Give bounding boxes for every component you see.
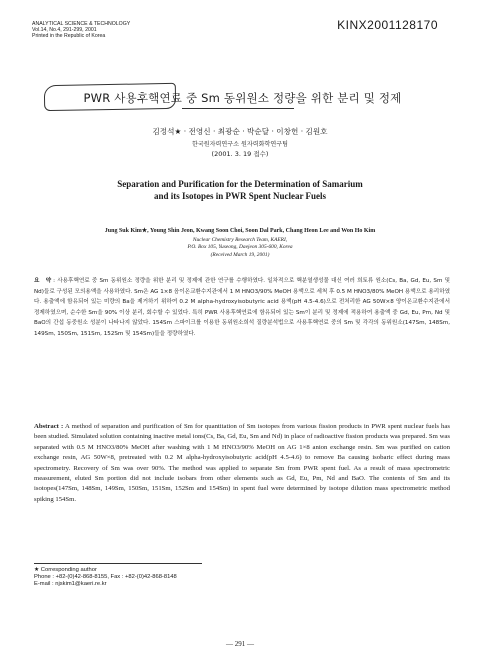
abstract-english: [34, 422, 450, 505]
journal-printed: Printed in the Republic of Korea: [32, 33, 106, 39]
corresponding-author-label: ★ Corresponding author: [34, 567, 97, 573]
correspondence-block: [34, 567, 177, 589]
abstract-english-label: Abstract :: [34, 423, 64, 430]
correspondence-email: E-mail : njskim1@kaeri.re.kr: [34, 581, 107, 588]
title-english: [0, 178, 480, 202]
journal-volume: Vol.14, No.4, 291-299, 2001: [32, 27, 97, 33]
abstract-korean-text: : 사용후핵연료 중 Sm 동위원소 정량을 위한 분리 및 정제에 관한 연구를 수행하였다. 일차적으로 핵분열생성물 대신 여러 희토류 원소(Cs, Ba, Gd, Eu, Sm 및 Nd)들로 구성된 모의용액을 사용하였다. Sm은 AG 1×8 음이온교환수지관에서 1 M HNO3/90% MeOH 용액으로 세척 후 0.5 M HNO3/80% MeOH 용액으로 용리하였다. 용출액에 함유되어 있는 미량의 Ba을 제거하기 위하여 0.2 M alpha-hydroxyisobutyric acid 용액(pH 4.5-4.6)으로 전처리한 AG 50W×8 양이온교환수지관에서 정제하였으며, 순수한 Sm을 90% 이상 분리, 회수할 수 있었다. 특히 PWR 사용후핵연료에 함유되어 있는 Sm이 분리 및 정제에 적용하여 용출액 중 Gd, Eu, Pm, Nd 및 BaO의 간섭 동중원소 성분이 나타나지 않았다. 154Sm 스파이크를 이용한 동위원소희석 질량분석법으로 사용후핵연료 중의 Sm 및 각각의 동위원소(147Sm, 148Sm, 149Sm, 150Sm, 151Sm, 152Sm 및 154Sm)들을 정량하였다.: [34, 278, 450, 337]
received-date-korean: (2001. 3. 19 접수): [211, 150, 269, 158]
correspondence-phone: Phone : +82-(0)42-868-8155, Fax : +82-(0)42-868-8148: [34, 574, 177, 581]
handwritten-underline: [182, 108, 294, 109]
affiliation-english-line1: Nuclear Chemistry Research Team, KAERI,: [192, 237, 288, 243]
title-korean: PWR 사용후핵연료 중 Sm 동위원소 정량을 위한 분리 및 정제: [83, 91, 402, 105]
affiliation-english-line3: (Received March 19, 2001): [210, 251, 270, 258]
affiliation-korean: 한국원자력연구소 원자력화학연구팀: [191, 141, 289, 148]
page-number: — 291 —: [226, 640, 254, 648]
title-english-line2: and its Isotopes in PWR Spent Nuclear Fuels: [153, 191, 327, 201]
journal-info: [32, 21, 130, 39]
journal-name: ANALYTICAL SCIENCE & TECHNOLOGY: [32, 21, 131, 27]
title-english-line1: Separation and Purification for the Determination of Samarium: [117, 179, 363, 189]
abstract-english-text: A method of separation and purification of Sm for quantitation of Sm isotopes from various fission products in PWR spent nuclear fuels has been studied. Simulated solution containing inactive metal ions(Cs, Ba, Gd, Eu, Sm and Nd) in place of radioactive fission products was prepared. Sm was separated with 0.5 M HNO3/80% MeOH after washing with 1 M HNO3/90% MeOH on AG 1×8 anion exchange resin. Sm was purified on cation exchange resin, AG 50W×8, pretreated with 0.2 M alpha-hydroxyisobutyric acid(pH 4.5-4.6) to remove Ba causing isobaric effect during mass spectrometry. Recovery of Sm was over 90%. The method was applied to separate Sm from PWR spent fuel. As a result of mass spectrometric measurement, eluted Sm portion did not include isobars from other elements such as Gd, Eu, Pm, Nd and BaO. The contents of Sm and its isotopes(147Sm, 148Sm, 149Sm, 150Sm, 151Sm, 152Sm and 154Sm) in spent fuel were determined by isotope dilution mass spectrometric method spiking 154Sm.: [34, 423, 450, 503]
abstract-korean: [34, 276, 450, 340]
footnote-divider: [34, 563, 202, 564]
document-id: KINX2001128170: [337, 18, 438, 32]
abstract-korean-label: 요 약: [34, 278, 54, 284]
affiliation-english-line2: P.O. Box 105, Yuseong, Daejeon 305-600, Korea: [187, 244, 293, 251]
affiliation-english: [0, 237, 480, 259]
authors-korean: 김정석★ · 전영신 · 최광순 · 박순달 · 이창헌 · 김원호: [152, 127, 328, 136]
authors-english: Jung Suk Kim★, Young Shin Jeon, Kwang Soon Choi, Soon Dal Park, Chang Heon Lee and Won Ho Kim: [104, 228, 376, 234]
